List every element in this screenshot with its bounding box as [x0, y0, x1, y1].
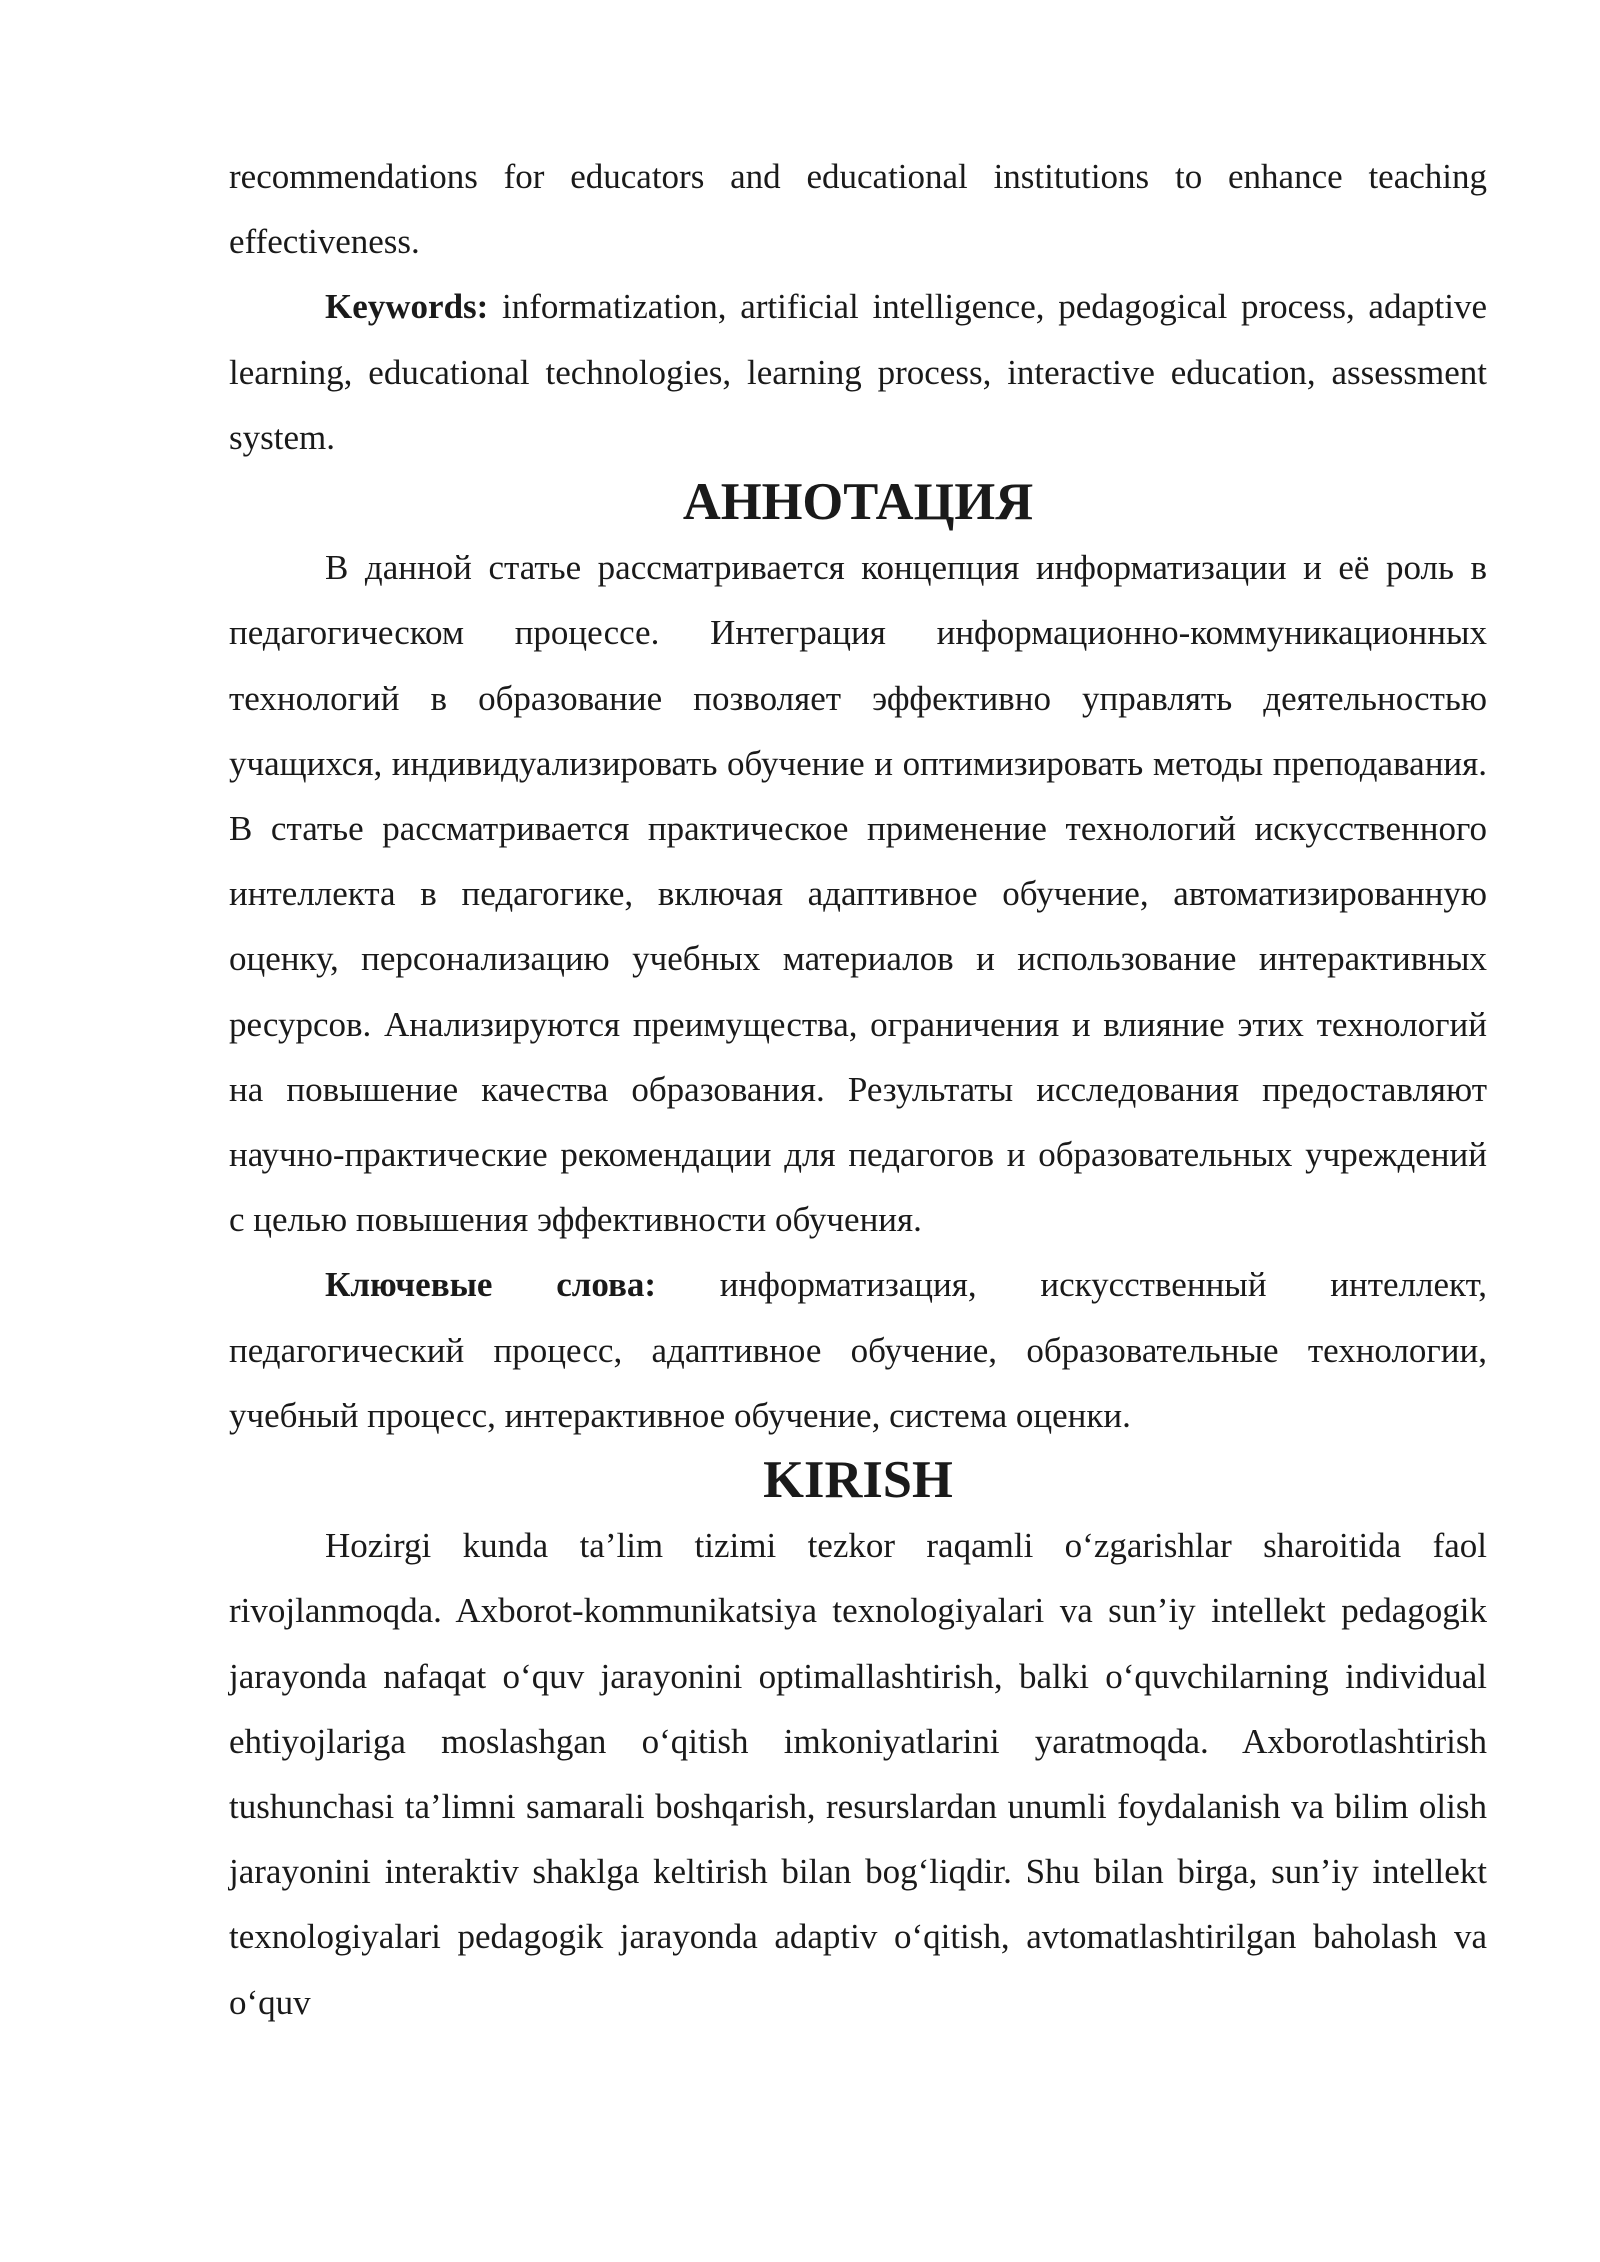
- intro-body: Hozirgi kunda ta’lim tizimi tezkor raqamli o‘zgarishlar sharoitida faol rivojlanmoqda. Axborot-kommunikatsiya texnologiyalari va sun’iy intellekt pedagogik jarayonda nafaqat o‘quv jarayonini optimallashtirish, balki o‘quvchilarning individual ehtiyojlariga moslashgan o‘qitish imkoniyatlarini yaratmoqda. Axborotlashtirish tushunchasi ta’limni samarali boshqarish, resurslardan unumli foydalanish va bilim olish jarayonini interaktiv shaklga keltirish bilan bog‘liqdir. Shu bilan birga, sun’iy intellekt texnologiyalari pedagogik jarayonda adaptiv o‘qitish, avtomatlashtirilgan baholash va o‘quv: [229, 1526, 1487, 2022]
- document-page: [229, 144, 1487, 2035]
- keywords-ru-label: Ключевые слова:: [325, 1265, 657, 1305]
- intro-heading: KIRISH: [763, 1451, 953, 1510]
- keywords-en: [229, 274, 1487, 470]
- keywords-ru-text: информатизация, искусственный интеллект, педагогический процесс, адаптивное обучение, образовательные технологии, учебный процесс, интерактивное обучение, система оценки.: [229, 1265, 1487, 1435]
- keywords-en-label: Keywords:: [325, 287, 489, 327]
- keywords-ru: [229, 1252, 1487, 1448]
- keywords-en-text: informatization, artificial intelligence, pedagogical process, adaptive learning, educational technologies, learning process, interactive education, assessment system.: [229, 287, 1487, 457]
- annotation-heading: АННОТАЦИЯ: [682, 473, 1034, 532]
- abstract-en-tail: recommendations for educators and educational institutions to enhance teaching effectiveness.: [229, 157, 1487, 262]
- annotation-body: В данной статье рассматривается концепция информатизации и её роль в педагогическом процессе. Интеграция информационно-коммуникационных технологий в образование позволяет эффективно управлять деятельностью учащихся, индивидуализировать обучение и оптимизировать методы преподавания. В статье рассматривается практическое применение технологий искусственного интеллекта в педагогике, включая адаптивное обучение, автоматизированную оценку, персонализацию учебных материалов и использование интерактивных ресурсов. Анализируются преимущества, ограничения и влияние этих технологий на повышение качества образования. Результаты исследования предоставляют научно-практические рекомендации для педагогов и образовательных учреждений с целью повышения эффективности обучения.: [229, 548, 1487, 1240]
